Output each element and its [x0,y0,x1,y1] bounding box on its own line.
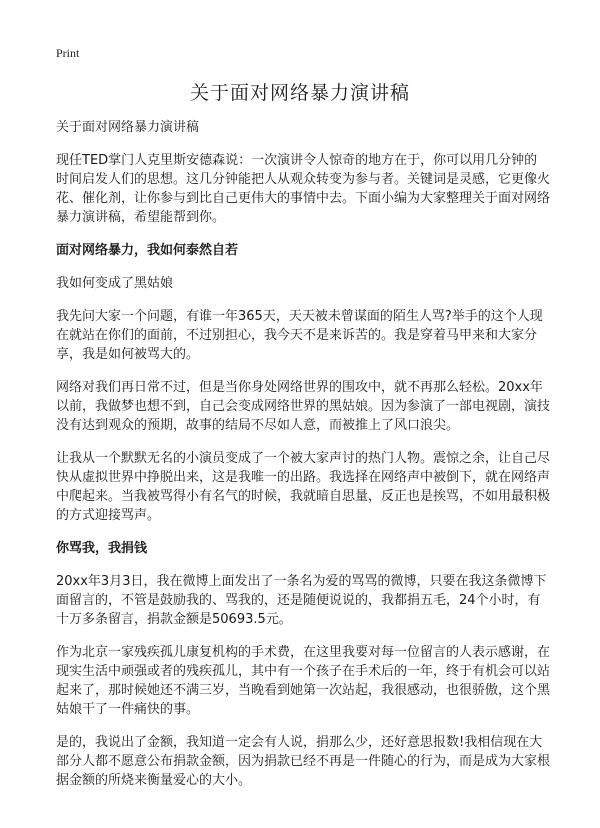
paragraph: 让我从一个默默无名的小演员变成了一个被大家声讨的热门人物。震惊之余，让自己尽快从虚拟世界中挣脱出来，这是我唯一的出路。我选择在网络声中被倒下，就在网络声中爬起来。当我被骂得小有名气的时候，我就暗自思量，反正也是挨骂，不如用最积极的方式迎接骂声。 [56,451,551,523]
print-link[interactable]: Print [56,46,80,60]
paragraph: 网络对我们再日常不过，但是当你身处网络世界的围攻中，就不再那么轻松。20xx年以前，我做梦也想不到，自己会变成网络世界的黑姑娘。因为参演了一部电视剧，演技没有达到观众的预期，故事的结局不尽如人意，而被推上了风口浪尖。 [56,380,551,433]
article-subtitle: 关于面对网络暴力演讲稿 [56,120,200,135]
intro-paragraph: 现任TED掌门人克里斯安德森说：一次演讲令人惊奇的地方在于，你可以用几分钟的时间启发人们的思想。这几分钟能把人从观众转变为参与者。关键词是灵感，它更像火花、催化剂，让你参与到比自己更伟大的事情中去。下面小编为大家整理关于面对网络暴力演讲稿，希望能帮到你。 [56,153,551,225]
paragraph: 作为北京一家残疾孤儿康复机构的手术费，在这里我要对每一位留言的人表示感谢，在现实生活中顽强或者的残疾孤儿，其中有一个孩子在手术后的一年，终于有机会可以站起来了，那时候她还不满三岁，当晚看到她第一次站起，我很感动，也很骄傲，这个黑姑娘干了一件痛快的事。 [56,645,551,717]
paragraph: 我先问大家一个问题，有谁一年365天，天天被未曾谋面的陌生人骂?举手的这个人现在就站在你们的面前，不过别担心，我今天不是来诉苦的。我是穿着马甲来和大家分享，我是如何被骂大的。 [56,309,543,362]
paragraph: 是的，我说出了金额，我知道一定会有人说，捐那么少，还好意思报数!我相信现在大部分人都不愿意公布捐款金额，因为捐款已经不再是一件随心的行为，而是成为大家根据金额的所烧来衡量爱心的大小。 [56,735,551,788]
article-body [56,118,550,804]
section-subheading-1: 我如何变成了黑姑娘 [56,276,174,291]
section-heading-2: 你骂我，我捐钱 [56,541,148,556]
paragraph: 20xx年3月3日，我在微博上面发出了一条名为爱的骂骂的微博，只要在我这条微博下面留言的，不管是鼓励我的、骂我的，还是随便说说的，我都捐五毛，24个小时，有十万多条留言，捐款金额是50693.5元。 [56,574,547,627]
section-heading-1: 面对网络暴力，我如何泰然自若 [56,243,239,258]
page-title: 关于面对网络暴力演讲稿 [189,82,410,104]
